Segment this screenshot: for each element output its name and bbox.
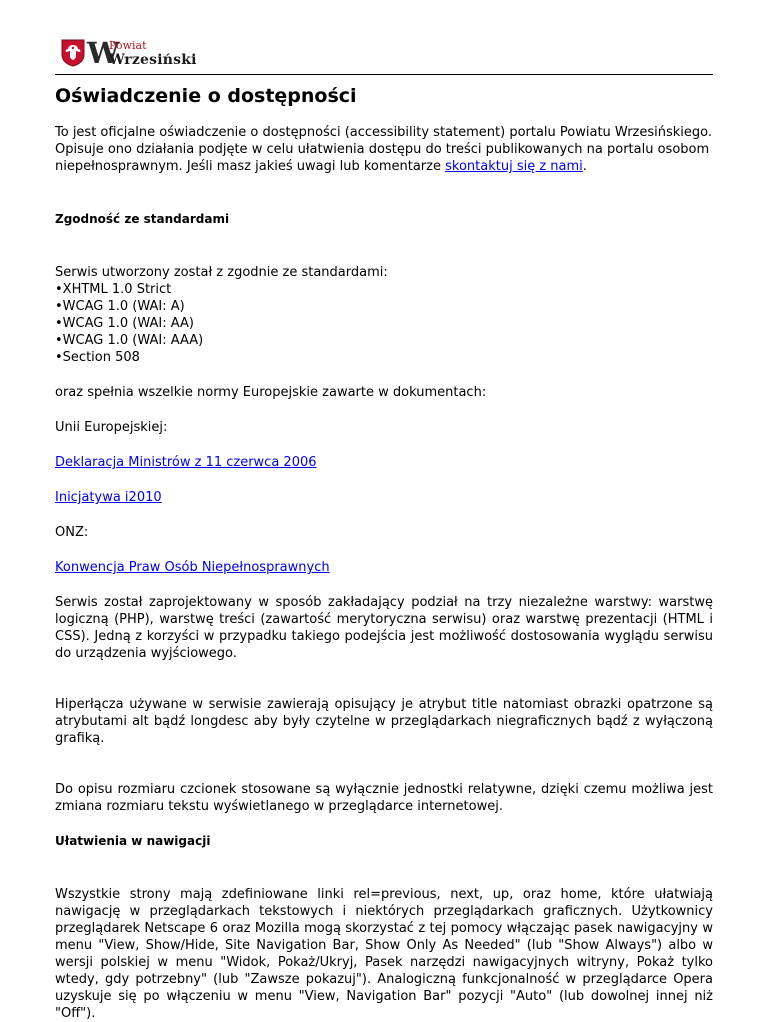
site-header <box>55 34 713 75</box>
list-item: • Section 508 <box>55 349 713 366</box>
page-title: Oświadczenie o dostępności <box>55 85 357 107</box>
onz-link-row <box>55 559 713 576</box>
coat-of-arms-icon <box>61 39 85 67</box>
main-content <box>55 84 713 1022</box>
section-heading-standards: Zgodność ze standardami <box>55 212 230 226</box>
intro-paragraph <box>55 124 713 175</box>
standards-intro: Serwis utworzony został z zgodnie ze standardami: <box>55 265 388 280</box>
standards-list <box>55 281 713 366</box>
intro-end: . <box>582 159 587 174</box>
list-item: • XHTML 1.0 Strict <box>55 281 713 298</box>
onz-label: ONZ: <box>55 525 89 540</box>
logo-bottom-word: Wrzesiński <box>109 52 197 68</box>
layers-paragraph: Serwis został zaprojektowany w sposób zakładający podział na trzy niezależne warstwy: warstwę logiczną (PHP), warstwę treści (zawartość merytoryczna serwisu) oraz warstwę prezentacji (HTML i CSS). Jedną z korzyści w przypadku takiego podejścia jest możliwość dostosowania wyglądu serwisu do urządzenia wyjściowego. <box>55 595 713 661</box>
eu-link-2-row <box>55 489 713 506</box>
links-paragraph: Hiperłącza używane w serwisie zawierają opisujący je atrybut title natomiast obrazki opatrzone są atrybutami alt bądź longdesc aby były czytelne w przeglądarkach niegraficznych bądź z wyłączoną grafiką. <box>55 697 713 746</box>
navigation-paragraph: Wszystkie strony mają zdefiniowane linki rel=previous, next, up, oraz home, które ułatwiają nawigację w przeglądarkach tekstowych i niektórych przeglądarkach graficznych. Użytkownicy przeglądarek Netscape 6 oraz Mozilla mogą skorzystać z tej pomocy włączając pasek nawigacyjny w menu "View, Show/Hide, Site Navigation Bar, Show Only As Needed" (lub "Show Always") albo w wersji polskiej w menu "Widok, Pokaż/Ukryj, Pasek narzędzi nawigacyjnych witryny, Pokaż tylko wtedy, gdy potrzebny" (lub "Zawsze pokazuj"). Analogiczną funkcjonalność w przeglądarce Opera uzyskuje się po włączeniu w menu "View, Navigation Bar" pozycji "Auto" (lub dowolnej innej niż "Off"). <box>55 887 713 1021</box>
eu-label: Unii Europejskiej: <box>55 420 168 435</box>
contact-link[interactable]: skontaktuj się z nami <box>445 159 583 174</box>
logo-top-word: Powiat <box>109 39 147 52</box>
section-heading-navigation: Ułatwienia w nawigacji <box>55 834 211 848</box>
logo-initial: W <box>87 36 120 70</box>
intro-text: To jest oficjalne oświadczenie o dostępności (accessibility statement) portalu Powiatu Wrzesińskiego. Opisuje ono działania podjęte w celu ułatwienia dostępu do treści publikowanych na portalu osobom niepełnosprawnym. Jeśli masz jakieś uwagi lub komentarze <box>55 125 713 174</box>
site-logo[interactable] <box>61 38 197 68</box>
declaration-link[interactable]: Deklaracja Ministrów z 11 czerwca 2006 <box>55 455 317 470</box>
convention-link[interactable]: Konwencja Praw Osób Niepełnosprawnych <box>55 560 330 575</box>
norms-text: oraz spełnia wszelkie normy Europejskie zawarte w dokumentach: <box>55 385 487 400</box>
i2010-link[interactable]: Inicjatywa i2010 <box>55 490 162 505</box>
eu-link-1-row <box>55 454 713 471</box>
list-item: • WCAG 1.0 (WAI: AA) <box>55 315 713 332</box>
list-item: • WCAG 1.0 (WAI: A) <box>55 298 713 315</box>
fonts-paragraph: Do opisu rozmiaru czcionek stosowane są wyłącznie jednostki relatywne, dzięki czemu możliwa jest zmiana rozmiaru tekstu wyświetlanego w przeglądarce internetowej. <box>55 782 713 814</box>
list-item: • WCAG 1.0 (WAI: AAA) <box>55 332 713 349</box>
logo-wordmark <box>87 38 197 68</box>
